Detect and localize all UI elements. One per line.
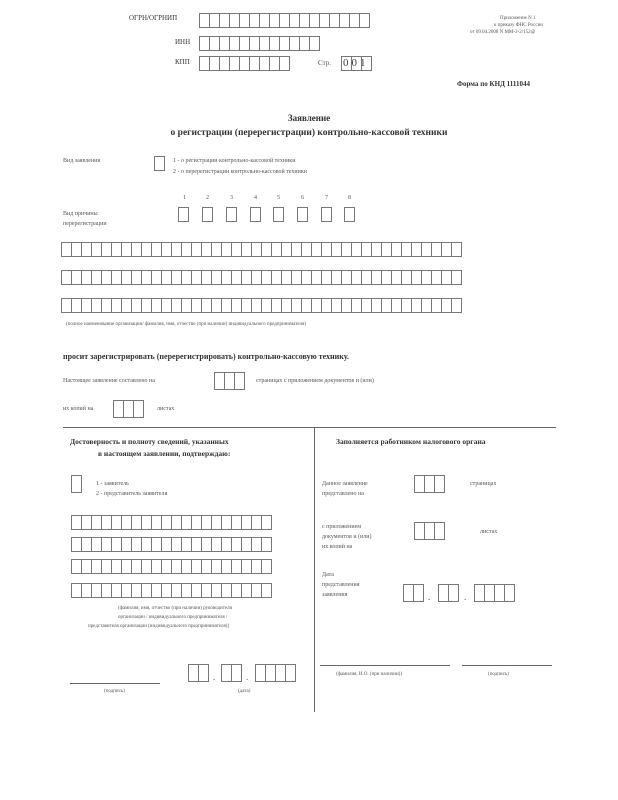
- pages-unit: страницах: [470, 481, 497, 487]
- appendix-line-1: Приложение N 1: [500, 16, 536, 21]
- char-cell[interactable]: [451, 298, 462, 313]
- signer-option-1: 1 - заявитель: [96, 481, 129, 487]
- application-type-option-2: 2 - о перерегистрации контрольно-кассовой техники: [173, 169, 307, 175]
- date-label-1: Дата: [322, 572, 334, 578]
- appendix-line-2: к приказу ФНС России: [494, 23, 543, 28]
- left-date-sep-1: .: [213, 672, 216, 682]
- official-caption: (фамилия, И.О. (при наличии)): [336, 672, 402, 677]
- left-date-caption: (дата): [238, 689, 251, 694]
- application-type-option-1: 1 - о регистрации контрольно-кассовой техники: [173, 158, 296, 164]
- org-name-row-3[interactable]: [61, 298, 461, 313]
- reregistration-label-1: Вид причины: [63, 211, 98, 217]
- signer-option-2: 2 - представитель заявителя: [96, 491, 168, 497]
- right-date-year[interactable]: [474, 584, 514, 602]
- form-code: Форма по КНД 1111044: [457, 80, 530, 88]
- left-date-month[interactable]: [221, 664, 241, 682]
- official-name-line: [320, 665, 450, 666]
- ogrn-cells[interactable]: [199, 13, 369, 28]
- title-line-1: Заявление: [287, 113, 331, 123]
- pages-suffix: страницах с приложением документов и (или): [256, 378, 374, 384]
- right-date-day[interactable]: [403, 584, 423, 602]
- signer-type-cell[interactable]: [71, 475, 81, 493]
- left-signature-caption: (подпись): [104, 689, 125, 694]
- char-cell[interactable]: [451, 270, 462, 285]
- signer-name-row-1[interactable]: [71, 515, 271, 530]
- ogrn-label: ОГРН/ОГРНИП: [129, 14, 178, 22]
- kpp-label: КПП: [175, 58, 190, 66]
- char-cell[interactable]: [261, 537, 272, 552]
- attached-label-3: их копий на: [322, 544, 353, 550]
- left-date-sep-2: .: [246, 672, 249, 682]
- signer-name-row-3[interactable]: [71, 559, 271, 574]
- right-date-sep-2: .: [464, 592, 467, 602]
- reason-number-1: 1: [183, 195, 186, 201]
- left-title-line-1: Достоверность и полноту сведений, указанных: [70, 437, 229, 446]
- request-text: просит зарегистрировать (перерегистрировать) контрольно-кассовую технику.: [63, 352, 349, 361]
- left-date-day[interactable]: [188, 664, 208, 682]
- attached-sheets-cells[interactable]: [414, 522, 444, 540]
- reason-cell-5[interactable]: [273, 207, 283, 222]
- reason-cell-7[interactable]: [321, 207, 331, 222]
- date-label-2: представления: [322, 582, 360, 588]
- char-cell[interactable]: [261, 515, 272, 530]
- reason-cell-3[interactable]: [226, 207, 236, 222]
- signer-name-row-2[interactable]: [71, 537, 271, 552]
- name-caption-2: организации / индивидуального предпринимателя /: [118, 615, 228, 620]
- right-signature-caption: (подпись): [488, 672, 509, 677]
- signature-line: [70, 683, 160, 684]
- org-name-caption: (полное наименование организации/ фамилия, имя, отчество (при наличии) индивидуального предпринимателя): [66, 322, 307, 327]
- reason-cell-6[interactable]: [297, 207, 307, 222]
- reason-number-8: 8: [348, 195, 351, 201]
- copies-suffix: листах: [157, 406, 175, 412]
- attached-label-2: документов и (или): [322, 534, 372, 540]
- sheets-unit: листах: [480, 529, 498, 535]
- reason-cell-4[interactable]: [250, 207, 260, 222]
- inn-cells[interactable]: [199, 36, 319, 51]
- signer-name-row-4[interactable]: [71, 583, 271, 598]
- page-label: Стр.: [318, 59, 331, 67]
- inn-label: ИНН: [175, 38, 191, 46]
- copies-count-cells[interactable]: [113, 400, 143, 418]
- pages-prefix: Настоящее заявление составлено на: [63, 378, 155, 384]
- name-caption-3: представителя организации (индивидуального предпринимателя)): [88, 624, 230, 629]
- title-line-2: о регистрации (перерегистрации) контрольно-кассовой техники: [170, 128, 448, 138]
- name-caption-1: (фамилия, имя, отчество (при наличии) руководителя: [118, 606, 232, 611]
- application-type-label: Вид заявления: [63, 158, 101, 164]
- org-name-row-2[interactable]: [61, 270, 461, 285]
- submitted-label-1: Данное заявление: [322, 481, 368, 487]
- application-type-cell[interactable]: [154, 156, 164, 171]
- submitted-pages-cells[interactable]: [414, 475, 444, 493]
- attached-label-1: с приложением: [322, 524, 362, 530]
- left-title-line-2: в настоящем заявлении, подтверждаю:: [98, 449, 231, 458]
- char-cell[interactable]: [261, 559, 272, 574]
- official-signature-line: [462, 665, 552, 666]
- kpp-cells[interactable]: [199, 56, 289, 71]
- appendix-line-3: от 09.04.2008 N ММ-3-2/152@: [470, 30, 536, 35]
- pages-count-cells[interactable]: [214, 372, 244, 390]
- page-number: 001: [343, 57, 369, 69]
- submitted-label-2: представлено на: [322, 491, 364, 497]
- org-name-row-1[interactable]: [61, 242, 461, 257]
- reason-number-6: 6: [301, 195, 304, 201]
- right-date-month[interactable]: [438, 584, 458, 602]
- char-cell[interactable]: [451, 242, 462, 257]
- reason-number-2: 2: [206, 195, 209, 201]
- reason-number-5: 5: [277, 195, 280, 201]
- copies-prefix: их копий на: [63, 406, 94, 412]
- reason-cell-1[interactable]: [178, 207, 188, 222]
- right-date-sep-1: .: [428, 592, 431, 602]
- reregistration-label-2: перерегистрации: [63, 221, 107, 227]
- section-divider: [63, 427, 556, 428]
- reason-cell-2[interactable]: [202, 207, 212, 222]
- left-date-year[interactable]: [255, 664, 295, 682]
- column-divider: [314, 427, 315, 712]
- reason-number-7: 7: [325, 195, 328, 201]
- right-title: Заполняется работником налогового органа: [336, 437, 486, 446]
- reason-number-3: 3: [230, 195, 233, 201]
- reason-number-4: 4: [254, 195, 257, 201]
- reason-cell-8[interactable]: [344, 207, 354, 222]
- date-label-3: заявления: [322, 592, 348, 598]
- char-cell[interactable]: [261, 583, 272, 598]
